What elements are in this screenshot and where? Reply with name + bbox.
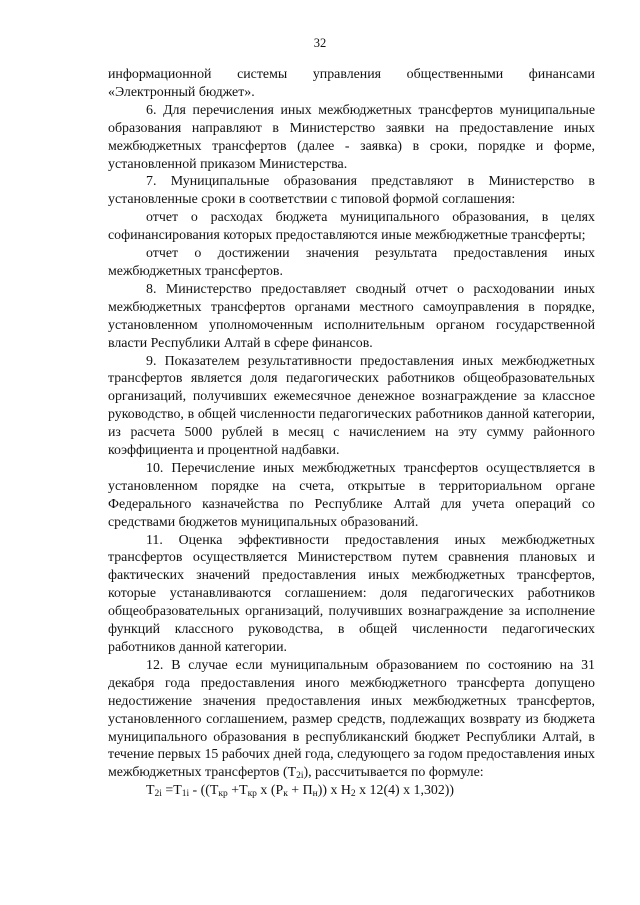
formula-subscript: 1i <box>181 789 190 800</box>
formula-part: x 12(4) x 1,302)) <box>355 783 455 799</box>
paragraph-12-variable: (T <box>282 765 297 781</box>
page-number: 32 <box>313 36 327 50</box>
formula-subscript: 2i <box>154 789 162 800</box>
paragraph-12-text: 12. В случае если муниципальным образованием по состоянию на 31 декабря года предоставления иного межбюджетного трансферта допущено недостижение значения предоставления иных межбюджетных трансфертов, установленного соглашением, размер средств, подлежащих возврату из бюджета муниципального образования в республиканский бюджет Республики Алтай, в течение первых 15 рабочих дней года, следующего за годом предоставления иных межбюджетных трансфертов <box>108 657 595 781</box>
paragraph-9: 9. Показателем результативности предоставления иных межбюджетных трансфертов является доля педагогических работников общеобразовательных организаций, получивших ежемесячное денежное вознаграждение за классное руководство, в общей численности педагогических работников данной категории, из расчета 5000 рублей в месяц с начислением на эту сумму районного коэффициента и процентной надбавки. <box>108 353 595 459</box>
paragraph-12-variable-subscript: 2i <box>296 771 304 782</box>
formula-part: +T <box>227 783 248 799</box>
formula-part: )) x Н <box>317 783 351 799</box>
formula-subscript: н <box>312 789 318 800</box>
formula-part: - ((T <box>189 783 219 799</box>
formula-part: =T <box>161 783 182 799</box>
formula-subscript: к <box>283 789 288 800</box>
paragraph-8: 8. Министерство предоставляет сводный отчет о расходовании иных межбюджетных трансфертов органами местного самоуправления в порядке, установленном уполномоченным исполнительным органом государственной власти Республики Алтай в сфере финансов. <box>108 281 595 351</box>
formula-subscript: кр <box>247 789 257 800</box>
formula-part: x (P <box>256 783 284 799</box>
formula-subscript: 2 <box>350 789 356 800</box>
paragraph-10: 10. Перечисление иных межбюджетных трансфертов осуществляется в установленном порядке на счета, открытые в территориальном органе Федерального казначейства по Республике Алтай для учета операций со средствами бюджетов муниципальных образований. <box>108 460 595 530</box>
formula-part: T <box>146 783 155 799</box>
paragraph-11: 11. Оценка эффективности предоставления иных межбюджетных трансфертов осуществляется Министерством путем сравнения плановых и фактических значений предоставления иных межбюджетных трансфертов, которые устанавливаются соглашением: доля педагогических работников общеобразовательных организаций, получивших вознаграждение за исполнение функций классного руководства, в общей численности педагогических работников данной категории. <box>108 532 595 655</box>
paragraph-6: 6. Для перечисления иных межбюджетных трансфертов муниципальные образования направляют в Министерство заявки на предоставление иных межбюджетных трансфертов (далее - заявка) в сроки, порядке и форме, установленной приказом Министерства. <box>108 102 595 172</box>
document-body <box>108 66 595 800</box>
paragraph-12-tail: ), рассчитывается по формуле: <box>303 765 484 781</box>
paragraph-12 <box>108 657 595 782</box>
paragraph-7-item-1: отчет о расходах бюджета муниципального образования, в целях софинансирования которых предоставляются иные межбюджетные трансферты; <box>108 210 595 244</box>
paragraph-7: 7. Муниципальные образования представляют в Министерство в установленные сроки в соответствии с типовой формой соглашения: <box>108 174 595 208</box>
formula-subscript: кр <box>218 789 228 800</box>
paragraph-continuation: информационной системы управления общественными финансами «Электронный бюджет». <box>108 67 595 100</box>
formula-part: + П <box>287 783 313 799</box>
paragraph-7-item-2: отчет о достижении значения результата предоставления иных межбюджетных трансфертов. <box>108 246 595 279</box>
formula <box>108 782 595 800</box>
